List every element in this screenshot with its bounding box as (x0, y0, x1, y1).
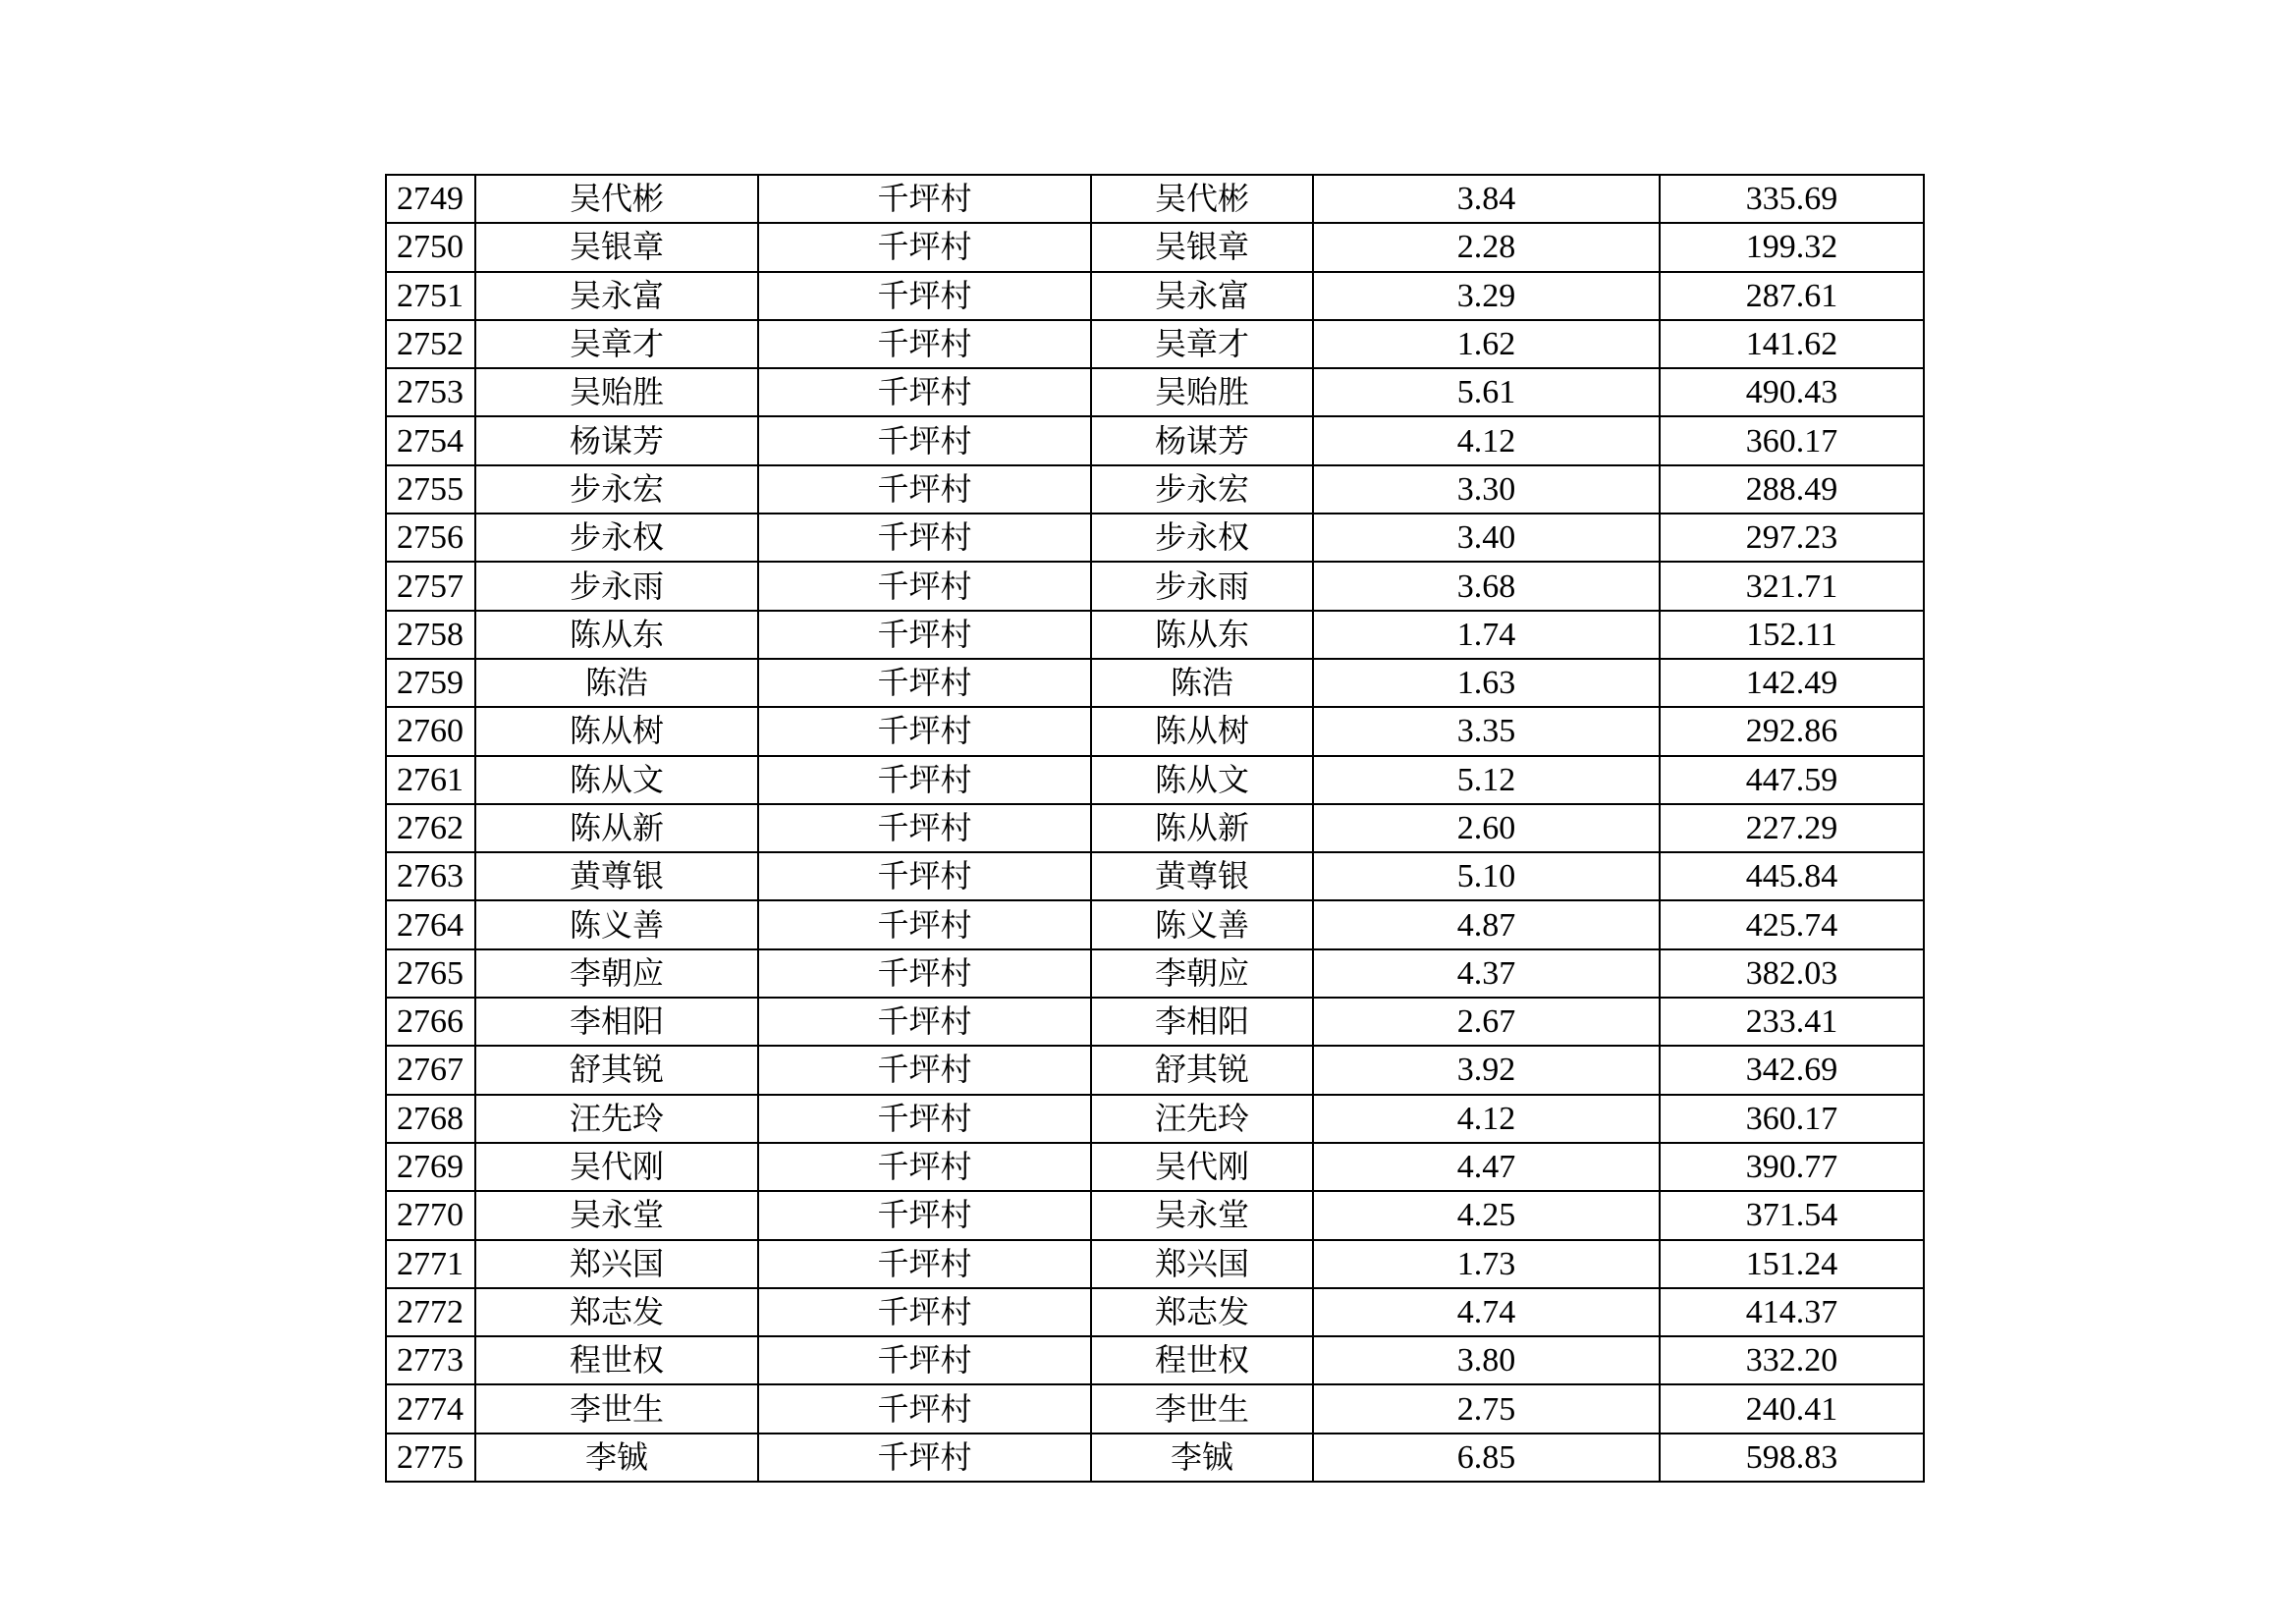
holder-cell: 汪先玲 (1091, 1095, 1313, 1143)
table-row (386, 756, 1924, 804)
row-number-cell: 2761 (386, 756, 475, 804)
amount-cell: 297.23 (1660, 514, 1924, 562)
table-row (386, 416, 1924, 464)
table-body (386, 175, 1924, 1482)
village-cell: 千坪村 (758, 175, 1091, 223)
area-cell: 4.25 (1313, 1191, 1660, 1239)
name-cell: 陈浩 (475, 659, 758, 707)
document-page (385, 174, 1923, 1483)
row-number-cell: 2750 (386, 223, 475, 271)
village-cell: 千坪村 (758, 1434, 1091, 1482)
village-cell: 千坪村 (758, 223, 1091, 271)
area-cell: 4.87 (1313, 900, 1660, 948)
name-cell: 陈从文 (475, 756, 758, 804)
name-cell: 陈义善 (475, 900, 758, 948)
amount-cell: 332.20 (1660, 1336, 1924, 1384)
village-cell: 千坪村 (758, 852, 1091, 900)
area-cell: 2.75 (1313, 1384, 1660, 1433)
amount-cell: 287.61 (1660, 272, 1924, 320)
table-row (386, 1095, 1924, 1143)
holder-cell: 陈从新 (1091, 804, 1313, 852)
area-cell: 1.74 (1313, 611, 1660, 659)
area-cell: 3.84 (1313, 175, 1660, 223)
amount-cell: 598.83 (1660, 1434, 1924, 1482)
area-cell: 3.29 (1313, 272, 1660, 320)
village-cell: 千坪村 (758, 465, 1091, 514)
name-cell: 陈从树 (475, 707, 758, 755)
village-cell: 千坪村 (758, 804, 1091, 852)
name-cell: 陈从东 (475, 611, 758, 659)
row-number-cell: 2771 (386, 1240, 475, 1288)
holder-cell: 吴章才 (1091, 320, 1313, 368)
name-cell: 吴永堂 (475, 1191, 758, 1239)
area-cell: 2.67 (1313, 998, 1660, 1046)
table-row (386, 272, 1924, 320)
table-row (386, 804, 1924, 852)
row-number-cell: 2774 (386, 1384, 475, 1433)
table-row (386, 707, 1924, 755)
holder-cell: 步永权 (1091, 514, 1313, 562)
area-cell: 1.63 (1313, 659, 1660, 707)
amount-cell: 141.62 (1660, 320, 1924, 368)
village-cell: 千坪村 (758, 756, 1091, 804)
row-number-cell: 2760 (386, 707, 475, 755)
area-cell: 4.74 (1313, 1288, 1660, 1336)
village-cell: 千坪村 (758, 1384, 1091, 1433)
amount-cell: 490.43 (1660, 368, 1924, 416)
name-cell: 杨谋芳 (475, 416, 758, 464)
amount-cell: 371.54 (1660, 1191, 1924, 1239)
amount-cell: 414.37 (1660, 1288, 1924, 1336)
holder-cell: 李朝应 (1091, 949, 1313, 998)
table-row (386, 175, 1924, 223)
village-cell: 千坪村 (758, 611, 1091, 659)
table-row (386, 852, 1924, 900)
row-number-cell: 2770 (386, 1191, 475, 1239)
amount-cell: 151.24 (1660, 1240, 1924, 1288)
name-cell: 李朝应 (475, 949, 758, 998)
holder-cell: 吴永堂 (1091, 1191, 1313, 1239)
area-cell: 5.61 (1313, 368, 1660, 416)
row-number-cell: 2775 (386, 1434, 475, 1482)
table-row (386, 1384, 1924, 1433)
holder-cell: 杨谋芳 (1091, 416, 1313, 464)
row-number-cell: 2762 (386, 804, 475, 852)
amount-cell: 288.49 (1660, 465, 1924, 514)
village-cell: 千坪村 (758, 514, 1091, 562)
table-row (386, 611, 1924, 659)
row-number-cell: 2751 (386, 272, 475, 320)
village-cell: 千坪村 (758, 1191, 1091, 1239)
area-cell: 1.62 (1313, 320, 1660, 368)
name-cell: 郑兴国 (475, 1240, 758, 1288)
name-cell: 吴银章 (475, 223, 758, 271)
table-row (386, 223, 1924, 271)
table-row (386, 514, 1924, 562)
table-row (386, 562, 1924, 610)
village-cell: 千坪村 (758, 320, 1091, 368)
area-cell: 6.85 (1313, 1434, 1660, 1482)
amount-cell: 292.86 (1660, 707, 1924, 755)
village-cell: 千坪村 (758, 707, 1091, 755)
row-number-cell: 2759 (386, 659, 475, 707)
area-cell: 3.80 (1313, 1336, 1660, 1384)
village-cell: 千坪村 (758, 416, 1091, 464)
name-cell: 步永雨 (475, 562, 758, 610)
area-cell: 4.37 (1313, 949, 1660, 998)
table-row (386, 320, 1924, 368)
holder-cell: 吴永富 (1091, 272, 1313, 320)
holder-cell: 吴代彬 (1091, 175, 1313, 223)
village-cell: 千坪村 (758, 1143, 1091, 1191)
area-cell: 4.12 (1313, 1095, 1660, 1143)
holder-cell: 陈义善 (1091, 900, 1313, 948)
name-cell: 陈从新 (475, 804, 758, 852)
amount-cell: 142.49 (1660, 659, 1924, 707)
village-cell: 千坪村 (758, 1046, 1091, 1094)
village-cell: 千坪村 (758, 368, 1091, 416)
amount-cell: 342.69 (1660, 1046, 1924, 1094)
row-number-cell: 2767 (386, 1046, 475, 1094)
name-cell: 吴永富 (475, 272, 758, 320)
village-cell: 千坪村 (758, 900, 1091, 948)
area-cell: 3.40 (1313, 514, 1660, 562)
area-cell: 4.47 (1313, 1143, 1660, 1191)
name-cell: 吴代刚 (475, 1143, 758, 1191)
table-row (386, 949, 1924, 998)
area-cell: 1.73 (1313, 1240, 1660, 1288)
amount-cell: 360.17 (1660, 1095, 1924, 1143)
row-number-cell: 2749 (386, 175, 475, 223)
amount-cell: 335.69 (1660, 175, 1924, 223)
holder-cell: 步永雨 (1091, 562, 1313, 610)
village-cell: 千坪村 (758, 1336, 1091, 1384)
table-row (386, 659, 1924, 707)
row-number-cell: 2765 (386, 949, 475, 998)
name-cell: 步永宏 (475, 465, 758, 514)
amount-cell: 321.71 (1660, 562, 1924, 610)
village-cell: 千坪村 (758, 998, 1091, 1046)
row-number-cell: 2766 (386, 998, 475, 1046)
name-cell: 吴贻胜 (475, 368, 758, 416)
name-cell: 李相阳 (475, 998, 758, 1046)
amount-cell: 240.41 (1660, 1384, 1924, 1433)
area-cell: 3.30 (1313, 465, 1660, 514)
area-cell: 2.60 (1313, 804, 1660, 852)
area-cell: 3.92 (1313, 1046, 1660, 1094)
village-cell: 千坪村 (758, 562, 1091, 610)
table-row (386, 1288, 1924, 1336)
holder-cell: 郑志发 (1091, 1288, 1313, 1336)
row-number-cell: 2753 (386, 368, 475, 416)
area-cell: 5.12 (1313, 756, 1660, 804)
table-row (386, 368, 1924, 416)
amount-cell: 445.84 (1660, 852, 1924, 900)
holder-cell: 黄尊银 (1091, 852, 1313, 900)
amount-cell: 360.17 (1660, 416, 1924, 464)
area-cell: 3.68 (1313, 562, 1660, 610)
name-cell: 汪先玲 (475, 1095, 758, 1143)
amount-cell: 233.41 (1660, 998, 1924, 1046)
amount-cell: 382.03 (1660, 949, 1924, 998)
table-row (386, 1336, 1924, 1384)
holder-cell: 郑兴国 (1091, 1240, 1313, 1288)
amount-cell: 152.11 (1660, 611, 1924, 659)
table-row (386, 1240, 1924, 1288)
holder-cell: 吴银章 (1091, 223, 1313, 271)
village-cell: 千坪村 (758, 1288, 1091, 1336)
name-cell: 舒其锐 (475, 1046, 758, 1094)
row-number-cell: 2756 (386, 514, 475, 562)
row-number-cell: 2763 (386, 852, 475, 900)
area-cell: 5.10 (1313, 852, 1660, 900)
table-row (386, 1143, 1924, 1191)
name-cell: 郑志发 (475, 1288, 758, 1336)
amount-cell: 227.29 (1660, 804, 1924, 852)
name-cell: 黄尊银 (475, 852, 758, 900)
name-cell: 李世生 (475, 1384, 758, 1433)
holder-cell: 陈从文 (1091, 756, 1313, 804)
row-number-cell: 2769 (386, 1143, 475, 1191)
holder-cell: 陈从东 (1091, 611, 1313, 659)
table-row (386, 900, 1924, 948)
table-row (386, 1434, 1924, 1482)
row-number-cell: 2768 (386, 1095, 475, 1143)
holder-cell: 陈从树 (1091, 707, 1313, 755)
holder-cell: 李相阳 (1091, 998, 1313, 1046)
row-number-cell: 2773 (386, 1336, 475, 1384)
amount-cell: 390.77 (1660, 1143, 1924, 1191)
row-number-cell: 2755 (386, 465, 475, 514)
row-number-cell: 2758 (386, 611, 475, 659)
name-cell: 程世权 (475, 1336, 758, 1384)
name-cell: 步永权 (475, 514, 758, 562)
village-cell: 千坪村 (758, 272, 1091, 320)
name-cell: 李铖 (475, 1434, 758, 1482)
row-number-cell: 2764 (386, 900, 475, 948)
row-number-cell: 2752 (386, 320, 475, 368)
table-row (386, 465, 1924, 514)
holder-cell: 陈浩 (1091, 659, 1313, 707)
village-cell: 千坪村 (758, 949, 1091, 998)
table-row (386, 1191, 1924, 1239)
row-number-cell: 2772 (386, 1288, 475, 1336)
table-row (386, 1046, 1924, 1094)
data-table (385, 174, 1925, 1483)
holder-cell: 步永宏 (1091, 465, 1313, 514)
amount-cell: 425.74 (1660, 900, 1924, 948)
holder-cell: 吴代刚 (1091, 1143, 1313, 1191)
holder-cell: 李世生 (1091, 1384, 1313, 1433)
row-number-cell: 2754 (386, 416, 475, 464)
holder-cell: 程世权 (1091, 1336, 1313, 1384)
holder-cell: 吴贻胜 (1091, 368, 1313, 416)
holder-cell: 李铖 (1091, 1434, 1313, 1482)
village-cell: 千坪村 (758, 1240, 1091, 1288)
holder-cell: 舒其锐 (1091, 1046, 1313, 1094)
row-number-cell: 2757 (386, 562, 475, 610)
village-cell: 千坪村 (758, 1095, 1091, 1143)
name-cell: 吴章才 (475, 320, 758, 368)
area-cell: 4.12 (1313, 416, 1660, 464)
area-cell: 3.35 (1313, 707, 1660, 755)
amount-cell: 199.32 (1660, 223, 1924, 271)
area-cell: 2.28 (1313, 223, 1660, 271)
village-cell: 千坪村 (758, 659, 1091, 707)
table-row (386, 998, 1924, 1046)
name-cell: 吴代彬 (475, 175, 758, 223)
amount-cell: 447.59 (1660, 756, 1924, 804)
